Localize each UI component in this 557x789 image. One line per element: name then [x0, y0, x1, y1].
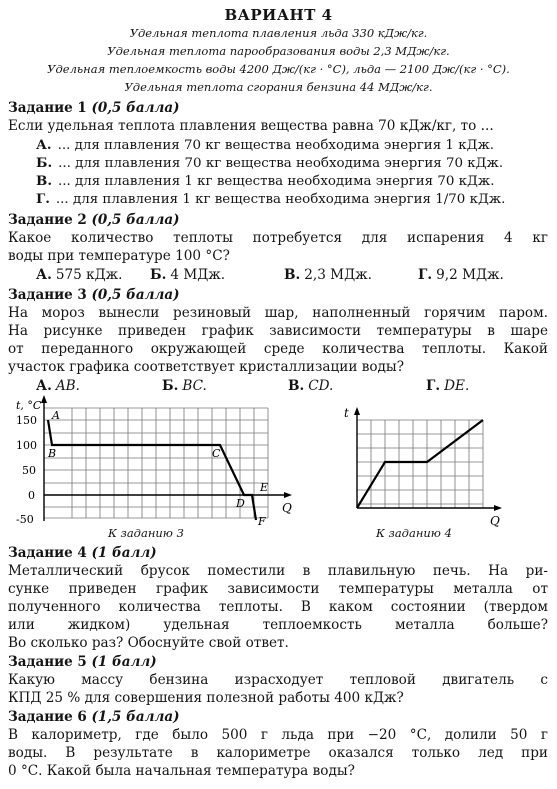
option-text: 2,3 МДж. — [304, 267, 372, 283]
option-text: DE. — [444, 378, 470, 394]
answer-text: ... для плавления 1 кг вещества необходима энергия 1/70 кДж. — [55, 192, 506, 207]
task1-answer-d — [36, 191, 505, 207]
task6-text-line: воды. В результате в калориметре оказался только лед при — [8, 745, 548, 761]
answer-letter: В. — [36, 173, 52, 189]
task3-option-d — [426, 378, 469, 394]
answer-letter: А. — [36, 137, 52, 153]
constant-line: Удельная теплота плавления льда 330 кДж/кг. — [129, 26, 428, 40]
task3-title: Задание 3 — [8, 287, 87, 303]
task2-text-line: воды при температуре 100 °С? — [8, 248, 230, 264]
graph3-y-arrow — [41, 395, 47, 403]
option-letter: В. — [284, 267, 301, 283]
option-text: 9,2 МДж. — [436, 267, 504, 283]
graph4-curve — [357, 420, 483, 508]
graph3-xlabel: Q — [282, 501, 292, 515]
task3-option-a — [36, 378, 80, 394]
task4-text-line: Во сколько раз? Обоснуйте свой ответ. — [8, 635, 289, 651]
task1-heading — [8, 100, 179, 116]
graph3-grid — [44, 408, 268, 518]
graph3-caption: К заданию 3 — [108, 526, 184, 540]
graph3-point-b: B — [48, 447, 57, 460]
graph3-point-c: C — [212, 447, 221, 460]
task3-option-c — [288, 378, 333, 394]
task5-title: Задание 5 — [8, 654, 87, 670]
graph3-tick: 100 — [16, 439, 37, 452]
graph3-point-e: E — [260, 481, 269, 494]
graph3-tick: 150 — [16, 414, 37, 427]
option-letter: Г. — [426, 378, 441, 394]
task3-points: (0,5 балла) — [91, 287, 180, 303]
graph4-y-arrow — [354, 407, 360, 415]
answer-letter: Г. — [36, 191, 50, 207]
task2-option-a — [36, 267, 122, 283]
option-letter: Б. — [150, 267, 167, 283]
task2-heading — [8, 212, 179, 228]
task1-text: Если удельная теплота плавления вещества равна 70 кДж/кг, то ... — [8, 118, 494, 134]
answer-letter: Б. — [36, 155, 53, 171]
option-letter: В. — [288, 378, 305, 394]
task3-text-line: от переданного окружающей среде количества теплоты. Какой — [8, 341, 548, 357]
task3-heading — [8, 287, 179, 303]
option-letter: Г. — [418, 267, 433, 283]
graph4-x-arrow — [494, 505, 502, 511]
task6-text-line: 0 °С. Какой была начальная температура воды? — [8, 763, 355, 779]
option-text: 4 МДж. — [170, 267, 226, 283]
option-text: AB. — [55, 378, 80, 394]
task4-points: (1 балл) — [91, 545, 157, 561]
answer-text: ... для плавления 70 кг вещества необходима энергия 70 кДж. — [58, 156, 504, 171]
answer-text: ... для плавления 70 кг вещества необходима энергия 1 кДж. — [57, 138, 495, 153]
task6-heading — [8, 709, 179, 725]
graph-task3 — [0, 395, 300, 545]
task3-text-line: участок графика соответствует кристаллизации воды? — [8, 359, 405, 375]
graph4-xlabel: Q — [490, 514, 500, 528]
graph3-point-f: F — [258, 515, 266, 528]
graph3-tick: -50 — [16, 513, 34, 526]
task4-text-line: сунке приведен график зависимости температуры металла от — [8, 581, 548, 597]
graph4-caption: К заданию 4 — [376, 526, 452, 540]
task5-text-line: Какую массу бензина израсходует тепловой двигатель с — [8, 672, 548, 688]
task3-text-line: На мороз вынесли резиновый шар, наполненный горячим паром. — [8, 305, 548, 321]
task2-option-d — [418, 267, 504, 283]
option-text: BC. — [182, 378, 207, 394]
task2-option-c — [284, 267, 372, 283]
task4-text-line: или жидком) удельная теплоемкость металла больше? — [8, 617, 548, 633]
task4-heading — [8, 545, 157, 561]
option-letter: А. — [36, 267, 52, 283]
task6-text-line: В калориметр, где было 500 г льда при −20 °С, долили 50 г — [8, 727, 548, 743]
graph3-ylabel: t, °С — [16, 399, 42, 412]
task5-text-line: КПД 25 % для совершения полезной работы 400 кДж? — [8, 690, 404, 706]
constant-line: Удельная теплота парообразования воды 2,3 МДж/кг. — [107, 44, 450, 58]
option-text: 575 кДж. — [55, 267, 123, 283]
graph-task4 — [340, 405, 510, 530]
graph3-point-d: D — [236, 497, 245, 510]
task1-answer-c — [36, 173, 494, 189]
task3-text-line: На рисунке приведен график зависимости температуры в шаре — [8, 323, 548, 339]
task5-points: (1 балл) — [91, 654, 157, 670]
constant-line: Удельная теплоемкость воды 4200 Дж/(кг · °С), льда — 2100 Дж/(кг · °С). — [47, 62, 510, 76]
task6-points: (1,5 балла) — [91, 709, 180, 725]
task4-text-line: Металлический брусок поместили в плавильную печь. На ри- — [8, 563, 548, 579]
task1-points: (0,5 балла) — [91, 100, 180, 116]
graph4-ylabel: t — [344, 406, 349, 420]
variant-title: ВАРИАНТ 4 — [224, 6, 333, 24]
graph3-point-a: A — [52, 409, 60, 422]
task2-points: (0,5 балла) — [91, 212, 180, 228]
graph3-tick: 50 — [22, 464, 36, 477]
option-letter: А. — [36, 378, 52, 394]
option-text: CD. — [308, 378, 334, 394]
task3-option-b — [162, 378, 207, 394]
task2-option-b — [150, 267, 225, 283]
graph3-tick: 0 — [28, 489, 35, 502]
task1-answer-b — [36, 155, 503, 171]
task5-heading — [8, 654, 157, 670]
task2-title: Задание 2 — [8, 212, 87, 228]
task6-title: Задание 6 — [8, 709, 87, 725]
task4-title: Задание 4 — [8, 545, 87, 561]
task4-text-line: полученного количества теплоты. В каком состоянии (твердом — [8, 599, 548, 615]
constant-line: Удельная теплота сгорания бензина 44 МДж/кг. — [124, 80, 433, 94]
option-letter: Б. — [162, 378, 179, 394]
graph3-x-arrow — [284, 492, 292, 498]
task1-title: Задание 1 — [8, 100, 87, 116]
task1-answer-a — [36, 137, 494, 153]
task2-text-line: Какое количество теплоты потребуется для испарения 4 кг — [8, 230, 548, 246]
answer-text: ... для плавления 1 кг вещества необходима энергия 70 кДж. — [57, 174, 495, 189]
